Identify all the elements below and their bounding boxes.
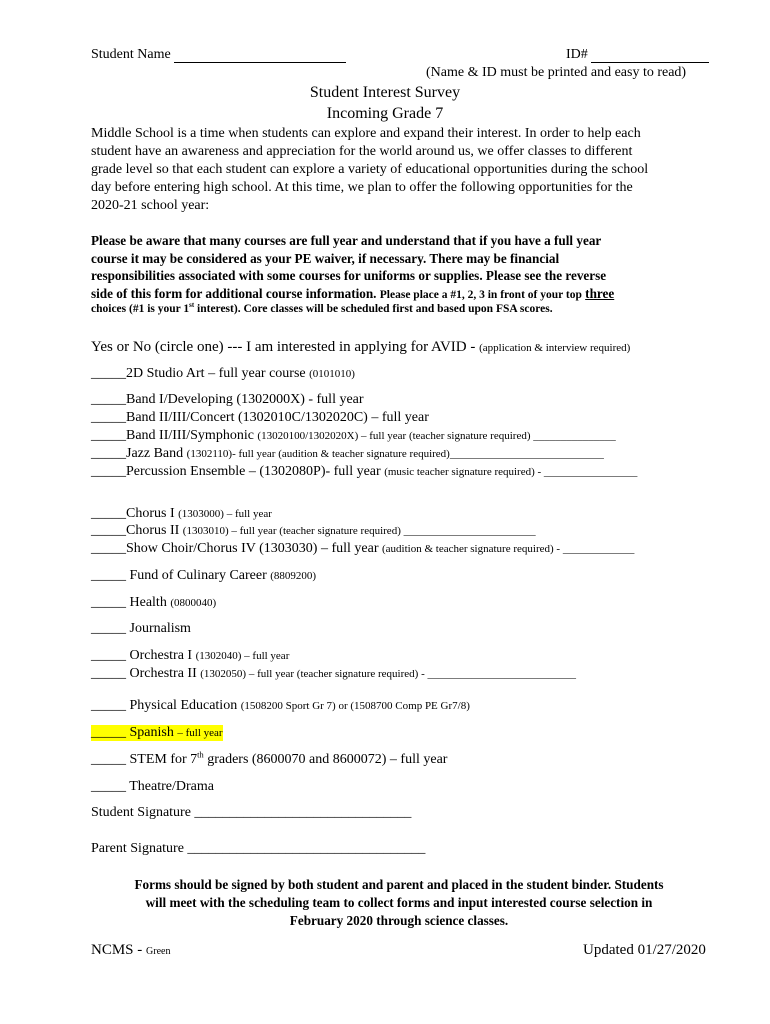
course-name: Band I/Developing (1302000X) - full year bbox=[126, 392, 364, 407]
course-name: Health bbox=[126, 595, 171, 610]
course-note: (music teacher signature required) - _________________ bbox=[384, 466, 638, 478]
course-blank[interactable]: _____ bbox=[91, 568, 126, 583]
course-blank[interactable]: _____ bbox=[91, 428, 126, 443]
course-blank[interactable]: _____ bbox=[91, 506, 126, 521]
course-name: Orchestra II bbox=[126, 666, 201, 681]
course-blank[interactable]: _____ bbox=[91, 752, 126, 767]
course-name-b: graders (8600070 and 8600072) – full year bbox=[203, 752, 448, 767]
course-blank[interactable]: _____ bbox=[91, 523, 126, 538]
intro-line-5: 2020-21 school year: bbox=[91, 198, 210, 213]
course-blank[interactable]: _____ bbox=[91, 541, 126, 556]
course-culinary bbox=[91, 568, 316, 584]
id-line bbox=[566, 47, 709, 63]
course-name: Percussion Ensemble – (1302080P)- full year bbox=[126, 464, 385, 479]
course-name: Chorus I bbox=[126, 506, 179, 521]
student-name-line bbox=[91, 47, 346, 63]
notice-line-4-small: Please place a #1, 2, 3 in front of your top bbox=[379, 289, 582, 301]
course-name: Physical Education bbox=[126, 698, 241, 713]
course-note: – full year bbox=[177, 727, 223, 739]
course-note: (1302040) – full year bbox=[195, 650, 290, 662]
course-name: Spanish bbox=[126, 725, 178, 740]
course-jazz-band bbox=[91, 446, 604, 462]
course-blank[interactable]: _____ bbox=[91, 725, 126, 740]
notice-line-5-b: interest). Core classes will be scheduled first and based upon FSA scores. bbox=[194, 303, 553, 315]
course-spanish bbox=[91, 725, 223, 741]
course-note: (13020100/1302020X) – full year (teacher signature required) _______________ bbox=[257, 430, 616, 442]
course-blank[interactable]: _____ bbox=[91, 392, 126, 407]
form-color: Green bbox=[146, 946, 171, 957]
course-chorus-2 bbox=[91, 523, 536, 539]
course-name: Jazz Band bbox=[126, 446, 187, 461]
course-name: Band II/III/Symphonic bbox=[126, 428, 258, 443]
course-note: (1302110)- full year (audition & teacher signature required)____________________________ bbox=[186, 448, 604, 460]
footer-notice-line-3: February 2020 through science classes. bbox=[289, 913, 509, 928]
course-note: (1508200 Sport Gr 7) or (1508700 Comp PE Gr7/8) bbox=[240, 700, 470, 712]
course-name: Band II/III/Concert (1302010C/1302020C) – full year bbox=[126, 410, 429, 425]
course-blank[interactable]: _____ bbox=[91, 698, 126, 713]
course-note: (1303000) – full year bbox=[178, 508, 272, 520]
course-name: Journalism bbox=[126, 621, 191, 636]
notice-line-5-a: choices (#1 is your 1 bbox=[91, 303, 190, 315]
id-blank bbox=[591, 48, 709, 63]
notice-line-5 bbox=[91, 303, 553, 315]
course-name: Chorus II bbox=[126, 523, 183, 538]
course-note: (1303010) – full year (teacher signature required) ________________________ bbox=[182, 525, 536, 537]
notice-three: three bbox=[585, 286, 615, 301]
course-theatre bbox=[91, 779, 214, 795]
notice-line-1: Please be aware that many courses are full year and understand that if you have a full year bbox=[91, 233, 602, 248]
course-blank[interactable]: _____ bbox=[91, 595, 126, 610]
course-chorus-1 bbox=[91, 506, 272, 522]
course-name: Fund of Culinary Career bbox=[126, 568, 271, 583]
course-orchestra-1 bbox=[91, 648, 289, 664]
student-name-blank bbox=[174, 48, 346, 63]
course-blank[interactable]: _____ bbox=[91, 366, 126, 381]
course-orchestra-2 bbox=[91, 666, 576, 682]
course-blank[interactable]: _____ bbox=[91, 779, 126, 794]
course-show-choir bbox=[91, 541, 634, 557]
intro-line-2: student have an awareness and appreciation for the world around us, we offer classes to different bbox=[91, 144, 633, 159]
course-health bbox=[91, 595, 216, 611]
notice-line-5-sup: st bbox=[189, 302, 195, 310]
course-band-1 bbox=[91, 392, 364, 408]
school-code: NCMS - bbox=[91, 942, 147, 958]
intro-line-3: grade level so that each student can explore a variety of educational opportunities during the school bbox=[91, 162, 649, 177]
print-note: (Name & ID must be printed and easy to read) bbox=[426, 65, 687, 80]
notice-line-4 bbox=[91, 286, 614, 302]
notice-line-3: responsibilities associated with some courses for uniforms or supplies. Please see the reverse bbox=[91, 268, 607, 283]
course-code: (8809200) bbox=[270, 570, 317, 582]
notice-line-2: course it may be considered as your PE waiver, if necessary. There may be financial bbox=[91, 251, 560, 266]
course-name: 2D Studio Art – full year course bbox=[126, 366, 310, 381]
course-blank[interactable]: _____ bbox=[91, 621, 126, 636]
intro-line-4: day before entering high school. At this time, we plan to offer the following opportunities for the bbox=[91, 180, 633, 195]
avid-text: Yes or No (circle one) --- I am interested in applying for AVID - bbox=[91, 339, 480, 355]
course-code: (0800040) bbox=[170, 597, 217, 609]
course-note: (1302050) – full year (teacher signature required) - ___________________________ bbox=[200, 668, 576, 680]
footer-notice-line-2: will meet with the scheduling team to collect forms and input interested course selection in bbox=[145, 895, 653, 910]
footer-school bbox=[91, 942, 170, 959]
course-journalism bbox=[91, 621, 191, 637]
course-code: (0101010) bbox=[309, 368, 355, 380]
id-label: ID# bbox=[566, 47, 588, 62]
course-band-3 bbox=[91, 428, 616, 444]
course-studio-art bbox=[91, 366, 355, 382]
course-name: Theatre/Drama bbox=[126, 779, 214, 794]
course-stem bbox=[91, 752, 447, 768]
course-note: (audition & teacher signature required) - _____________ bbox=[382, 543, 635, 555]
updated-date: Updated 01/27/2020 bbox=[583, 942, 706, 958]
course-name: Show Choir/Chorus IV (1303030) – full year bbox=[126, 541, 382, 556]
survey-title: Student Interest Survey bbox=[309, 84, 461, 101]
course-blank[interactable]: _____ bbox=[91, 446, 126, 461]
parent-signature-field[interactable]: Parent Signature __________________________________ bbox=[91, 841, 426, 856]
avid-note: (application & interview required) bbox=[479, 342, 631, 354]
student-name-label: Student Name bbox=[91, 47, 171, 62]
course-band-2 bbox=[91, 410, 429, 426]
course-physical-education bbox=[91, 698, 470, 714]
course-name-a: STEM for 7 bbox=[126, 752, 198, 767]
avid-question bbox=[91, 339, 630, 356]
survey-subtitle: Incoming Grade 7 bbox=[326, 105, 444, 122]
student-signature-field[interactable]: Student Signature _______________________________ bbox=[91, 805, 412, 820]
intro-line-1: Middle School is a time when students can explore and expand their interest. In order to help each bbox=[91, 126, 641, 141]
course-blank[interactable]: _____ bbox=[91, 666, 126, 681]
notice-line-4-main: side of this form for additional course information. bbox=[91, 286, 377, 301]
course-sup: th bbox=[197, 750, 204, 760]
course-blank[interactable]: _____ bbox=[91, 648, 126, 663]
footer-notice-line-1: Forms should be signed by both student and parent and placed in the student binder. Students bbox=[134, 877, 664, 892]
course-blank[interactable]: _____ bbox=[91, 464, 126, 479]
course-percussion bbox=[91, 464, 637, 480]
course-name: Orchestra I bbox=[126, 648, 196, 663]
course-blank[interactable]: _____ bbox=[91, 410, 126, 425]
